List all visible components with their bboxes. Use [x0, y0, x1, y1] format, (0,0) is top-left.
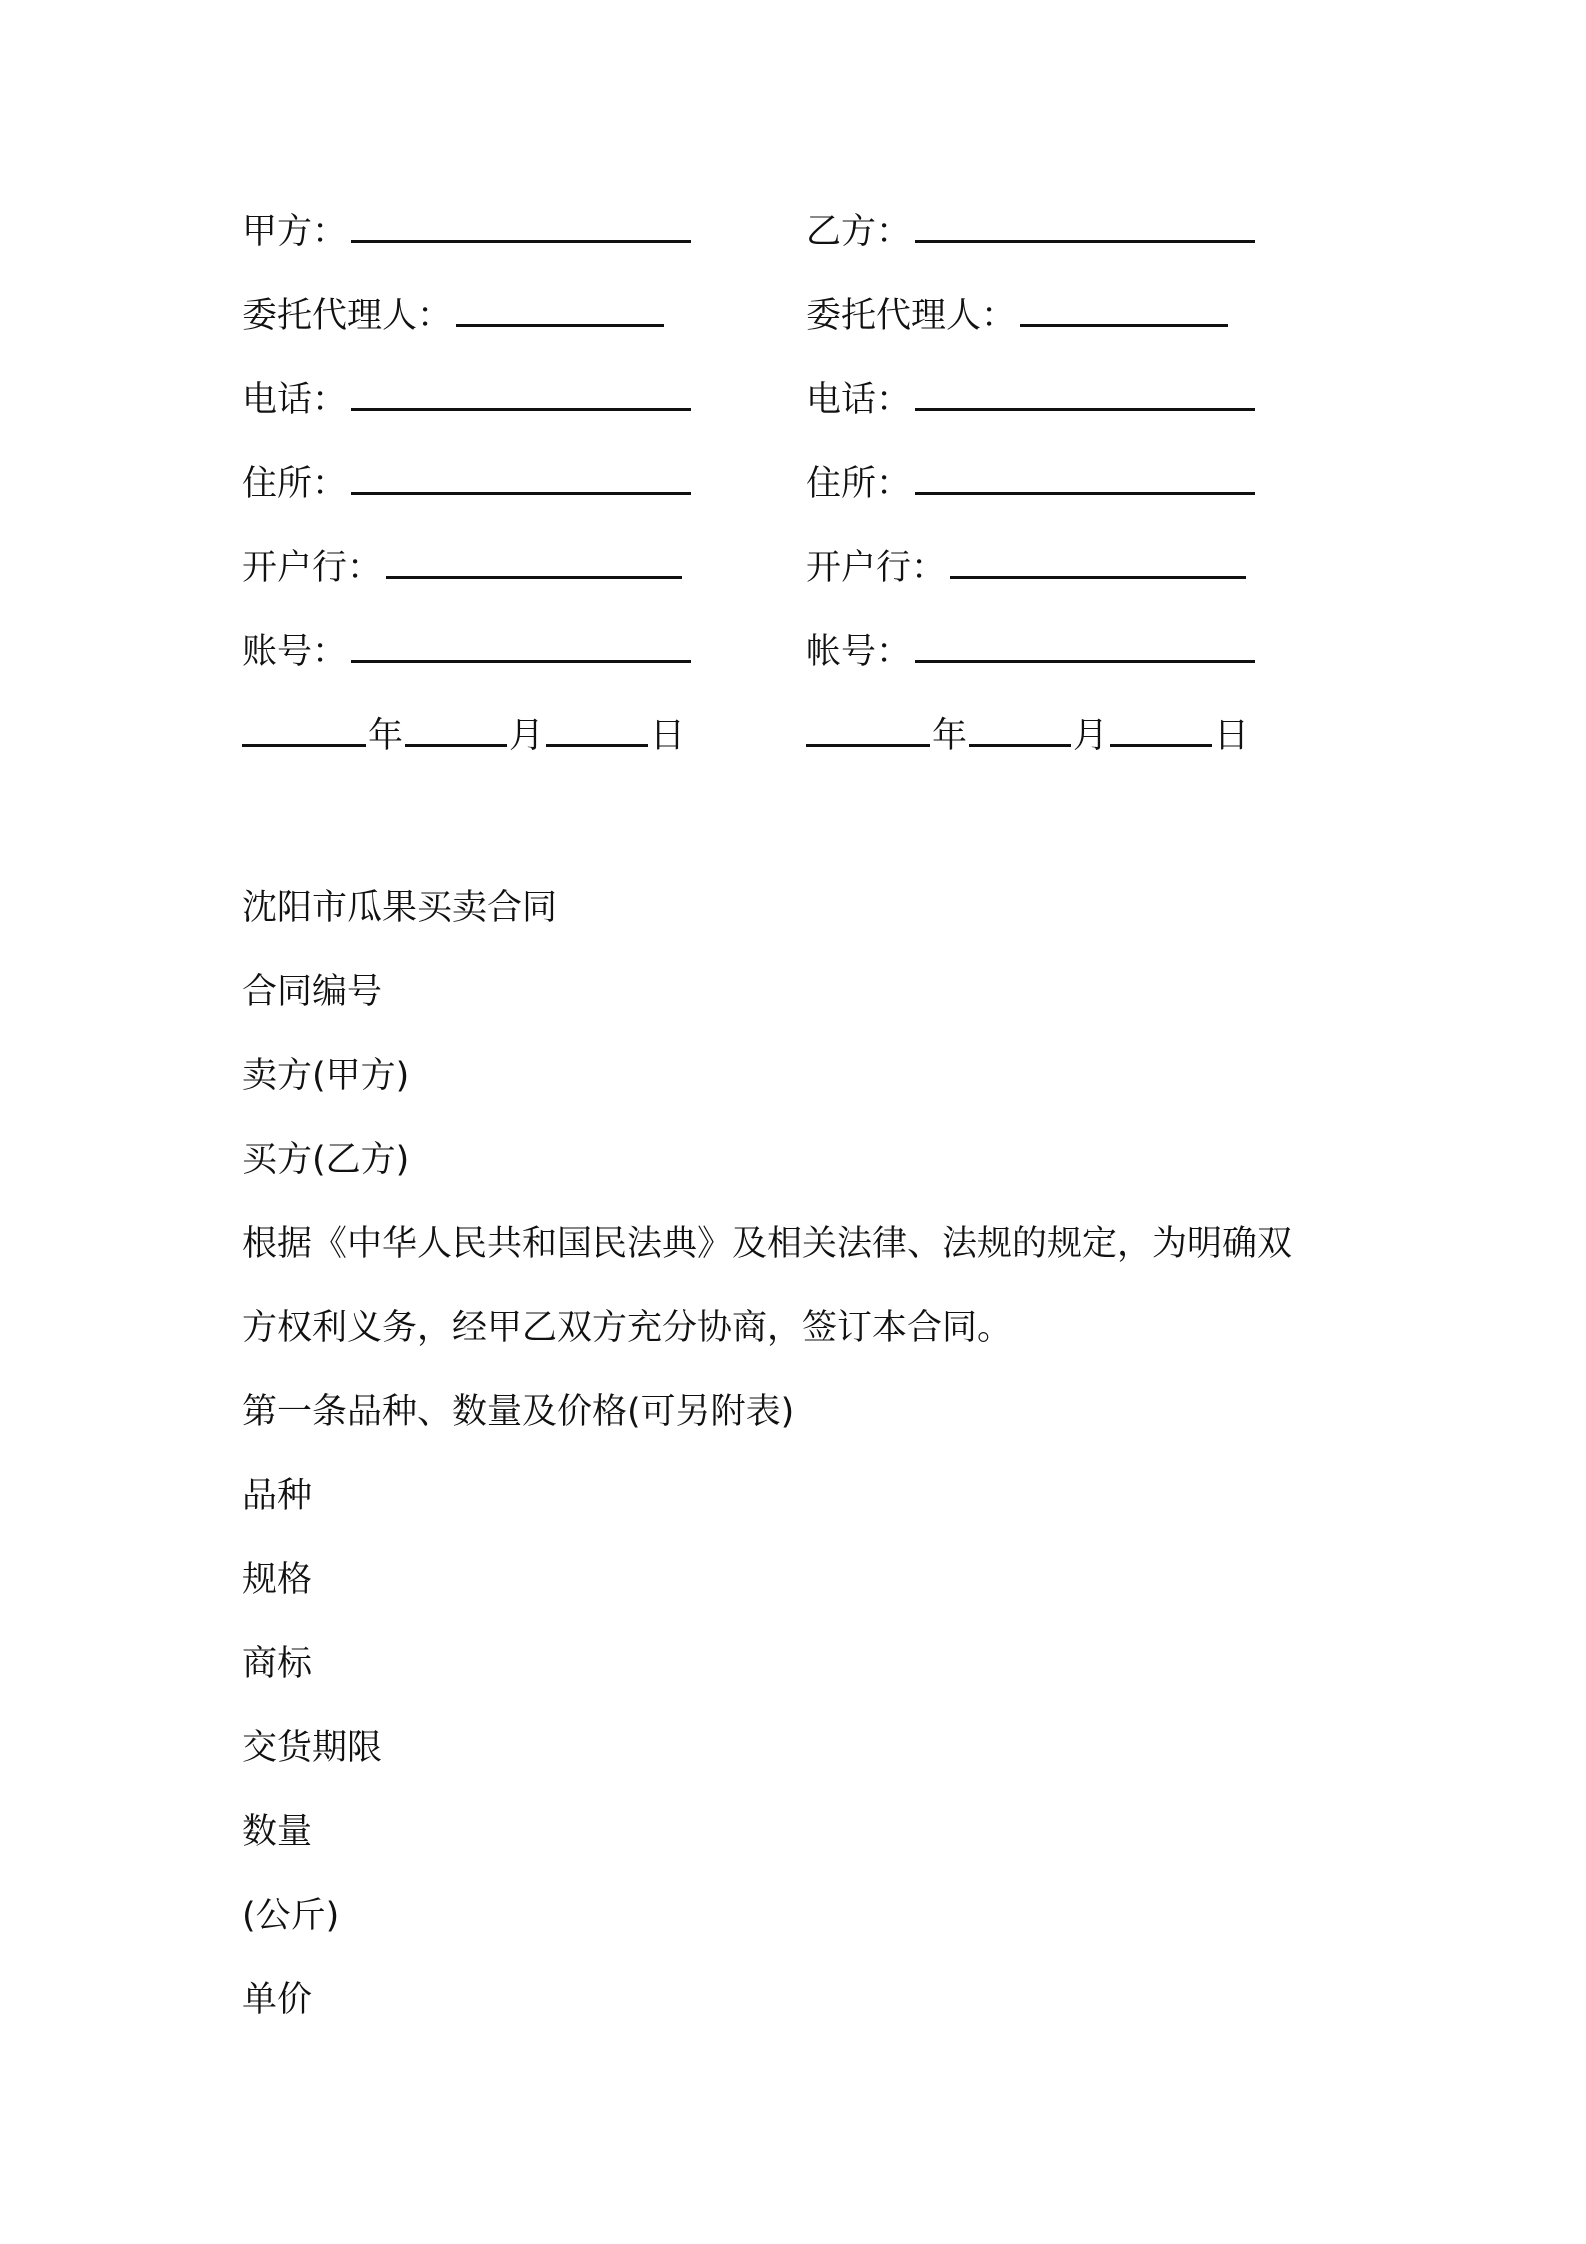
party-a-label: 甲方： — [242, 212, 348, 252]
party-a-signature-block — [242, 200, 691, 788]
party-a-address-blank[interactable] — [351, 452, 691, 495]
party-b-label: 乙方： — [806, 212, 912, 252]
field-spec: 规格 — [242, 1560, 313, 1600]
party-b-agent-blank[interactable] — [1020, 284, 1228, 327]
party-b-month-label: 月 — [1073, 716, 1109, 756]
field-variety: 品种 — [242, 1476, 313, 1516]
party-a-account-label: 账号： — [242, 632, 348, 672]
party-a-date-row — [242, 704, 691, 788]
party-a-row — [242, 200, 691, 284]
contract-number-label: 合同编号 — [242, 972, 383, 1012]
party-a-bank-row — [242, 536, 691, 620]
party-b-date-row — [806, 704, 1255, 788]
party-b-month-blank[interactable] — [969, 704, 1071, 747]
party-b-address-blank[interactable] — [915, 452, 1255, 495]
party-b-phone-blank[interactable] — [915, 368, 1255, 411]
party-b-year-blank[interactable] — [806, 704, 930, 747]
party-b-phone-label: 电话： — [806, 380, 912, 420]
seller-label: 卖方(甲方) — [242, 1056, 410, 1096]
party-a-bank-label: 开户行： — [242, 548, 383, 588]
party-a-day-blank[interactable] — [546, 704, 648, 747]
party-a-day-label: 日 — [650, 716, 686, 756]
buyer-label: 买方(乙方) — [242, 1140, 410, 1180]
party-a-phone-label: 电话： — [242, 380, 348, 420]
party-a-agent-blank[interactable] — [456, 284, 664, 327]
party-a-phone-blank[interactable] — [351, 368, 691, 411]
party-b-address-label: 住所： — [806, 464, 912, 504]
party-b-agent-row — [806, 284, 1255, 368]
party-a-phone-row — [242, 368, 691, 452]
party-a-account-row — [242, 620, 691, 704]
party-b-phone-row — [806, 368, 1255, 452]
party-b-account-row — [806, 620, 1255, 704]
party-b-signature-block — [806, 200, 1255, 788]
party-a-agent-label: 委托代理人： — [242, 296, 453, 336]
party-b-account-label: 帐号： — [806, 632, 912, 672]
contract-body — [242, 866, 1362, 2042]
article-1-title: 第一条品种、数量及价格(可另附表) — [242, 1392, 795, 1432]
party-a-address-row — [242, 452, 691, 536]
field-trademark: 商标 — [242, 1644, 313, 1684]
party-a-month-blank[interactable] — [405, 704, 507, 747]
party-b-address-row — [806, 452, 1255, 536]
party-b-year-label: 年 — [932, 716, 968, 756]
field-quantity: 数量 — [242, 1812, 313, 1852]
party-a-agent-row — [242, 284, 691, 368]
party-b-day-label: 日 — [1214, 716, 1250, 756]
party-b-bank-blank[interactable] — [950, 536, 1246, 579]
party-b-day-blank[interactable] — [1110, 704, 1212, 747]
party-b-bank-label: 开户行： — [806, 548, 947, 588]
field-delivery-term: 交货期限 — [242, 1728, 383, 1768]
party-a-account-blank[interactable] — [351, 620, 691, 663]
party-a-bank-blank[interactable] — [386, 536, 682, 579]
party-a-address-label: 住所： — [242, 464, 348, 504]
field-unit: (公斤) — [242, 1896, 340, 1936]
party-b-blank[interactable] — [915, 200, 1255, 243]
party-b-account-blank[interactable] — [915, 620, 1255, 663]
party-a-year-blank[interactable] — [242, 704, 366, 747]
party-b-row — [806, 200, 1255, 284]
party-b-bank-row — [806, 536, 1255, 620]
party-b-agent-label: 委托代理人： — [806, 296, 1017, 336]
field-unit-price: 单价 — [242, 1980, 313, 2020]
party-a-year-label: 年 — [368, 716, 404, 756]
preamble-line-2: 方权利义务，经甲乙双方充分协商，签订本合同。 — [242, 1308, 1013, 1348]
party-a-blank[interactable] — [351, 200, 691, 243]
preamble-line-1: 根据《中华人民共和国民法典》及相关法律、法规的规定，为明确双 — [242, 1224, 1293, 1264]
contract-title: 沈阳市瓜果买卖合同 — [242, 888, 558, 928]
party-a-month-label: 月 — [509, 716, 545, 756]
